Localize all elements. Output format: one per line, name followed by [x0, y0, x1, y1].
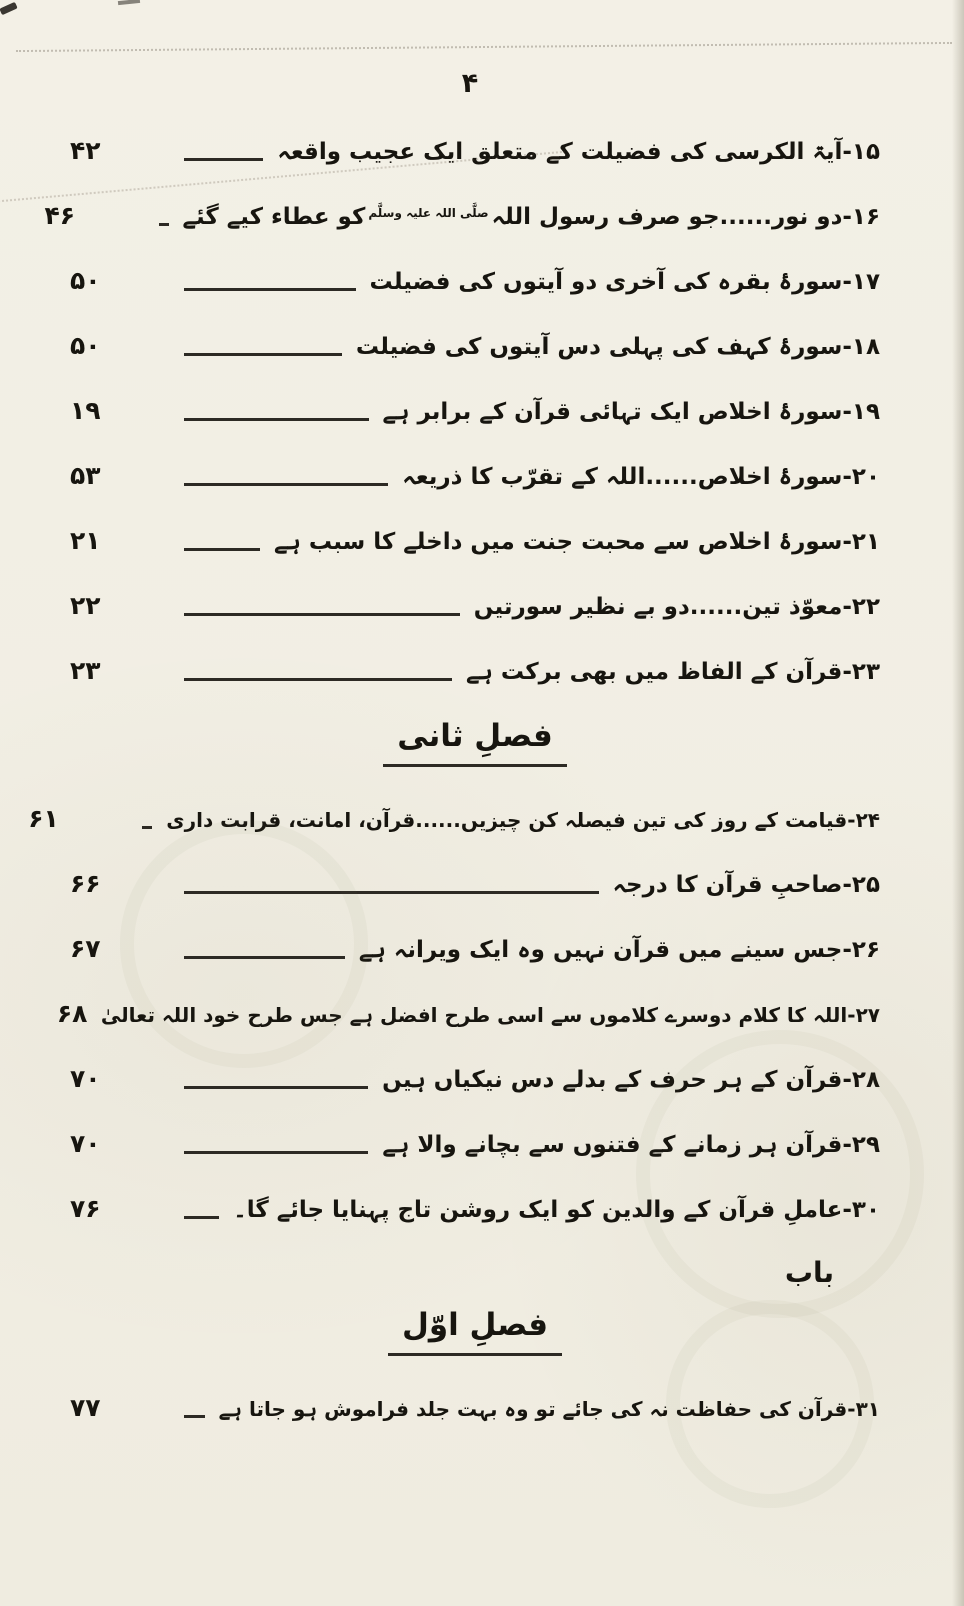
leader-line — [184, 613, 460, 616]
leader-line — [184, 548, 260, 551]
leader-line — [184, 158, 263, 161]
toc-entry — [44, 198, 880, 235]
entry-title: اللہ کا کلام دوسرے کلاموں سے اسی طرح افضل ہے جس طرح خود اللہ تعالیٰ — [100, 1003, 848, 1027]
leader-line — [184, 1151, 368, 1154]
entry-number: ۲۱- — [842, 529, 880, 555]
entry-title: قرآن کے الفاظ میں بھی برکت ہے — [465, 659, 843, 685]
entry-page-number: ۶۱ — [28, 804, 59, 833]
entry-title: معوّذ تین......دو بے نظیر سورتیں — [473, 594, 843, 620]
entry-title: سورۂ اخلاص......اللہ کے تقرّب کا ذریعہ — [402, 464, 843, 490]
entry-page-number: ۷۰ — [70, 1129, 101, 1158]
entry-title: آیۃ الکرسی کی فضیلت کے متعلق ایک عجیب واقعہ — [277, 139, 843, 165]
entry-title-continued: کو عطاء کیے گئے — [182, 204, 366, 230]
entry-number: ۲۴- — [847, 808, 880, 832]
scan-artifact-bleedthrough — [120, 820, 368, 1068]
entry-page-number: ۶۷ — [70, 934, 101, 963]
toc-entry — [70, 653, 880, 690]
leader-line — [184, 483, 388, 486]
entry-title: قرآن ہر زمانے کے فتنوں سے بچانے والا ہے — [382, 1132, 843, 1158]
section-heading — [70, 718, 880, 767]
scan-artifact-dotted-line — [16, 42, 952, 52]
page-number: ۴ — [461, 68, 479, 99]
salawat-honorific: صلَّی اللہ علیہ وسلَّم — [368, 206, 489, 220]
entry-number: ۱۸- — [842, 334, 880, 360]
leader-line — [184, 1216, 219, 1219]
toc-entry — [70, 133, 880, 170]
entry-title: دو نور......جو صرف رسول اللہ — [491, 204, 843, 230]
entry-title: سورۂ بقرہ کی آخری دو آیتوں کی فضیلت — [369, 269, 843, 295]
entry-number: ۱۹- — [842, 399, 880, 425]
scan-artifact-bleedthrough — [636, 1030, 924, 1318]
entry-number: ۲۳- — [842, 659, 880, 685]
toc-entry — [70, 263, 880, 300]
toc-entry — [70, 588, 880, 625]
scan-artifact-bleedthrough — [666, 1300, 874, 1508]
entry-title: جس سینے میں قرآن نہیں وہ ایک ویرانہ ہے — [358, 937, 843, 963]
leader-line — [184, 353, 342, 356]
entry-number: ۲۷- — [847, 1003, 880, 1027]
entry-title: سورۂ اخلاص ایک تہائی قرآن کے برابر ہے — [382, 399, 843, 425]
entry-page-number: ۲۱ — [70, 526, 101, 555]
entry-page-number: ۲۳ — [70, 656, 101, 685]
chapter-label: باب — [784, 1256, 834, 1289]
scan-artifact-corner-mark — [0, 2, 18, 15]
entry-number: ۲۰- — [842, 464, 880, 490]
toc-entry — [70, 328, 880, 365]
entry-page-number: ۶۶ — [70, 869, 101, 898]
toc-entry — [70, 458, 880, 495]
entry-number: ۱۵- — [842, 139, 880, 165]
toc-entry — [70, 523, 880, 560]
section-heading-text: فصلِ ثانی — [383, 718, 567, 767]
entry-number: ۲۹- — [842, 1132, 880, 1158]
entry-number: ۲۵- — [842, 872, 880, 898]
leader-line — [159, 223, 169, 226]
leader-line — [142, 826, 152, 829]
entry-title: قرآن کی حفاظت نہ کی جائے تو وہ بہت جلد فراموش ہو جاتا ہے — [218, 1397, 848, 1421]
entry-number: ۱۶- — [842, 204, 880, 230]
entry-title: عاملِ قرآن کے والدین کو ایک روشن تاج پہنایا جائے گا۔ — [233, 1197, 843, 1223]
entry-title: قرآن کے ہر حرف کے بدلے دس نیکیاں ہیں — [382, 1067, 843, 1093]
leader-line — [184, 418, 369, 421]
entry-page-number: ۲۲ — [70, 591, 101, 620]
entry-number: ۲۸- — [842, 1067, 880, 1093]
entry-page-number: ۶۸ — [56, 999, 88, 1028]
entry-page-number: ۴۲ — [70, 136, 101, 165]
leader-line — [184, 1086, 368, 1089]
entry-number: ۲۶- — [842, 937, 880, 963]
scan-artifact-top-dash — [118, 0, 140, 5]
entry-page-number: ۷۰ — [70, 1064, 101, 1093]
entry-page-number: ۵۰ — [70, 266, 101, 295]
entry-page-number: ۱۹ — [70, 396, 101, 425]
leader-line — [184, 1415, 205, 1418]
entry-title: قیامت کے روز کی تین فیصلہ کن چیزیں......قرآن، امانت، قرابت داری — [166, 808, 848, 832]
entry-page-number: ۷۷ — [70, 1393, 101, 1422]
leader-line — [184, 678, 452, 681]
entry-title: سورۂ کہف کی پہلی دس آیتوں کی فضیلت — [355, 334, 843, 360]
entry-page-number: ۵۳ — [70, 461, 101, 490]
section-heading-text: فصلِ اوّل — [388, 1307, 562, 1356]
entry-number: ۲۲- — [842, 594, 880, 620]
entry-page-number: ۵۰ — [70, 331, 101, 360]
entry-title: صاحبِ قرآن کا درجہ — [612, 872, 843, 898]
entry-page-number: ۷۶ — [70, 1194, 101, 1223]
entry-number: ۱۷- — [842, 269, 880, 295]
entry-page-number: ۴۶ — [44, 201, 76, 230]
entry-title: سورۂ اخلاص سے محبت جنت میں داخلے کا سبب ہے — [273, 529, 843, 555]
toc-entry — [70, 393, 880, 430]
leader-line — [184, 288, 356, 291]
entry-number: ۳۱- — [847, 1397, 880, 1421]
entry-number: ۳۰- — [842, 1197, 880, 1223]
scan-artifact-right-edge-shadow — [952, 0, 964, 1606]
